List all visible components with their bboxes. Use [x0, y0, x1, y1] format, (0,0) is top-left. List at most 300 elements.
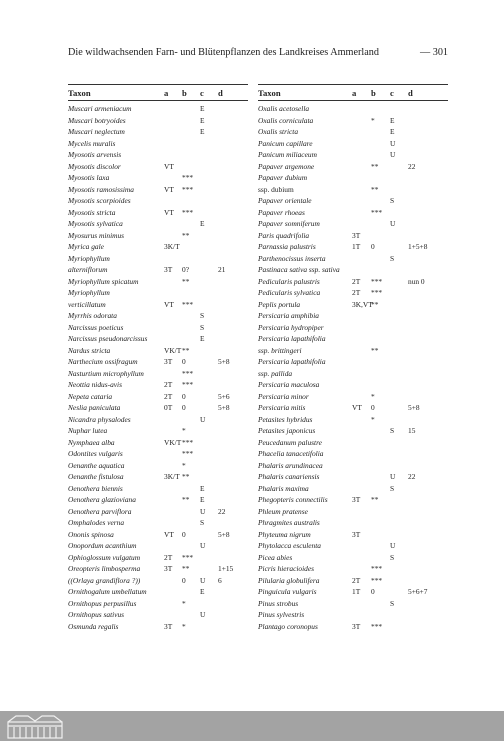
table-row	[68, 115, 248, 127]
cell-b: *	[371, 115, 375, 125]
cell-b: ***	[182, 368, 194, 378]
cell-taxon: alterniflorum	[68, 265, 108, 274]
library-building-logo-icon	[6, 713, 64, 739]
cell-taxon: Phalaris maxima	[258, 483, 309, 493]
header-a: a	[352, 88, 357, 98]
cell-a: VT	[164, 184, 174, 194]
cell-taxon: Phegopteris connectilis	[258, 495, 328, 504]
table-row	[258, 563, 448, 575]
table-row	[258, 322, 448, 334]
cell-c: E	[200, 334, 205, 343]
cell-b: ***	[182, 173, 194, 182]
table-row	[258, 184, 448, 196]
table-row	[258, 471, 448, 483]
cell-taxon: Phalaris arundinacea	[258, 460, 323, 470]
cell-a: 1T	[352, 587, 361, 596]
header-d: d	[408, 88, 413, 98]
cell-b: 0	[182, 391, 186, 401]
cell-c: U	[200, 506, 206, 516]
table-row	[68, 138, 248, 150]
table-row	[258, 552, 448, 564]
table-row	[68, 345, 248, 357]
cell-d: 5+6	[218, 391, 230, 401]
table-row	[68, 126, 248, 138]
cell-taxon: Mycelis muralis	[68, 138, 116, 148]
cell-c: E	[200, 483, 205, 493]
cell-a: 2T	[352, 575, 361, 585]
cell-taxon: Pedicularis palustris	[258, 276, 320, 286]
table-header	[258, 84, 448, 101]
cell-taxon: Nymphaea alba	[68, 437, 115, 447]
cell-taxon: Myosotis stricta	[68, 207, 116, 217]
cell-a: 3T	[164, 265, 173, 274]
table-row	[258, 356, 448, 368]
cell-taxon: Myriophyllum	[68, 288, 110, 297]
cell-taxon: ssp. pallida	[258, 368, 293, 378]
cell-d: 5+8	[218, 357, 230, 366]
table-row	[68, 161, 248, 173]
cell-a: VT	[164, 299, 174, 309]
cell-b: ***	[182, 207, 194, 217]
cell-taxon: Pinus sylvestris	[258, 610, 305, 619]
cell-taxon: Ornithogalum umbellatum	[68, 587, 147, 596]
cell-taxon: Neottia nidus-avis	[68, 380, 122, 389]
cell-taxon: Nepeta cataria	[68, 391, 113, 401]
table-row	[258, 621, 448, 633]
cell-taxon: Myosotis ramosissima	[68, 184, 134, 194]
cell-taxon: Panicum miliaceum	[258, 150, 317, 159]
cell-b: **	[182, 230, 190, 240]
table-row	[68, 391, 248, 403]
cell-taxon: Myrrhis odorata	[68, 311, 117, 320]
table-row	[68, 379, 248, 391]
table-row	[258, 149, 448, 161]
cell-a: 0T	[164, 403, 173, 412]
table-row	[258, 310, 448, 322]
cell-b: ***	[371, 564, 383, 573]
table-row	[258, 126, 448, 138]
cell-b: 0	[371, 587, 375, 596]
cell-taxon: Nardus stricta	[68, 345, 111, 355]
cell-taxon: Persicaria lapathifolia	[258, 357, 326, 366]
cell-taxon: Omphalodes verna	[68, 518, 125, 527]
cell-taxon: Oxalis stricta	[258, 127, 299, 136]
cell-c: U	[200, 414, 206, 424]
cell-taxon: Pastinaca sativa ssp. sativa	[258, 265, 340, 274]
table-row	[258, 368, 448, 380]
cell-taxon: Myosotis arvensis	[68, 150, 122, 159]
cell-a: 2T	[164, 391, 173, 401]
cell-c: S	[390, 253, 395, 263]
table-left	[68, 84, 248, 632]
table-row	[68, 287, 248, 299]
cell-b: **	[182, 276, 190, 286]
table-row	[68, 425, 248, 437]
cell-taxon: Oenothera parviflora	[68, 506, 132, 516]
cell-c: U	[200, 541, 206, 550]
cell-c: U	[390, 541, 396, 550]
table-row	[68, 471, 248, 483]
cell-taxon: Oreopteris limbosperma	[68, 564, 141, 573]
cell-taxon: Muscari botryoides	[68, 115, 126, 125]
cell-c: E	[200, 587, 205, 596]
cell-b: 0	[371, 403, 375, 412]
cell-taxon: Papaver argemone	[258, 161, 315, 171]
cell-b: ***	[371, 621, 383, 631]
cell-taxon: Phleum pratense	[258, 506, 308, 516]
table-row	[258, 448, 448, 460]
cell-b: ***	[182, 299, 194, 309]
table-row	[258, 103, 448, 115]
cell-b: **	[182, 345, 190, 355]
cell-taxon: Odontites vulgaris	[68, 449, 123, 458]
cell-d: 22	[408, 161, 416, 171]
table-row	[258, 264, 448, 276]
table-row	[258, 172, 448, 184]
cell-d: 5+6+7	[408, 587, 428, 596]
cell-taxon: Myosotis sylvatica	[68, 219, 123, 228]
header-d: d	[218, 88, 223, 98]
cell-c: E	[200, 104, 205, 113]
cell-a: 3T	[164, 357, 173, 366]
table-row	[258, 402, 448, 414]
cell-c: E	[200, 495, 205, 504]
cell-d: 1+15	[218, 564, 234, 573]
table-row	[68, 414, 248, 426]
cell-b: *	[371, 414, 375, 424]
cell-taxon: Myriophyllum	[68, 253, 110, 263]
cell-c: S	[390, 552, 395, 562]
cell-b: **	[371, 184, 379, 194]
table-row	[68, 437, 248, 449]
cell-taxon: Papaver rhoeas	[258, 207, 305, 217]
cell-b: ***	[182, 380, 194, 389]
cell-c: S	[200, 322, 205, 332]
table-row	[68, 310, 248, 322]
cell-a: 3K/T	[164, 472, 180, 481]
table-row	[68, 540, 248, 552]
table-row	[68, 506, 248, 518]
cell-a: 2T	[164, 380, 173, 389]
header-taxon: Taxon	[258, 88, 281, 98]
cell-d: 21	[218, 265, 226, 274]
table-body	[68, 103, 248, 632]
cell-taxon: Pinus strobus	[258, 598, 299, 608]
table-row	[68, 609, 248, 621]
table-row	[68, 552, 248, 564]
cell-a: 2T	[352, 288, 361, 297]
cell-taxon: Myrica gale	[68, 242, 104, 251]
cell-b: ***	[182, 449, 194, 458]
table-row	[68, 517, 248, 529]
cell-a: VT	[164, 529, 174, 539]
cell-a: VT	[352, 403, 362, 412]
cell-taxon: Picris hieracioides	[258, 564, 315, 573]
table-row	[68, 494, 248, 506]
cell-c: S	[390, 426, 395, 435]
cell-taxon: Papaver somniferum	[258, 219, 320, 228]
table-row	[68, 586, 248, 598]
cell-b: ***	[182, 437, 194, 447]
table-row	[68, 460, 248, 472]
table-row	[68, 563, 248, 575]
cell-taxon: Picea abies	[258, 552, 293, 562]
cell-taxon: Oxalis corniculata	[258, 115, 314, 125]
cell-taxon: Paris quadrifolia	[258, 230, 310, 240]
table-row	[68, 149, 248, 161]
cell-b: **	[182, 564, 190, 573]
cell-b: *	[182, 426, 186, 435]
table-row	[258, 115, 448, 127]
cell-taxon: Nicandra physalodes	[68, 414, 131, 424]
cell-a: 2T	[352, 276, 361, 286]
cell-taxon: Narcissus poeticus	[68, 322, 124, 332]
cell-taxon: Muscari armeniacum	[68, 104, 132, 113]
cell-b: ***	[182, 552, 194, 562]
table-row	[258, 460, 448, 472]
header-a: a	[164, 88, 169, 98]
table-row	[68, 299, 248, 311]
cell-taxon: Persicaria mitis	[258, 403, 306, 412]
cell-taxon: ((Orlaya grandiflora ?))	[68, 575, 141, 585]
page-number: — 301	[419, 47, 448, 58]
cell-b: **	[371, 299, 379, 309]
cell-a: VK/T	[164, 437, 182, 447]
header-c: c	[390, 88, 394, 98]
cell-taxon: Ononis spinosa	[68, 529, 114, 539]
cell-b: ***	[371, 276, 383, 286]
cell-taxon: Myosurus minimus	[68, 230, 125, 240]
cell-a: VT	[164, 207, 174, 217]
table-right	[258, 84, 448, 632]
table-row	[68, 207, 248, 219]
cell-b: ***	[371, 575, 383, 585]
table-row	[258, 540, 448, 552]
table-row	[258, 494, 448, 506]
cell-a: 2T	[164, 552, 173, 562]
cell-c: U	[390, 150, 396, 159]
cell-taxon: Narthecium ossifragum	[68, 357, 138, 366]
cell-b: **	[182, 472, 190, 481]
cell-taxon: Papaver dubium	[258, 173, 308, 182]
cell-taxon: Oenanthe fistulosa	[68, 472, 124, 481]
cell-b: 0	[182, 403, 186, 412]
table-row	[258, 414, 448, 426]
cell-a: 3T	[352, 621, 361, 631]
cell-taxon: Persicaria amphibia	[258, 311, 319, 320]
cell-taxon: Onopordum acanthium	[68, 541, 137, 550]
cell-c: S	[200, 311, 205, 320]
cell-b: 0	[182, 529, 186, 539]
cell-taxon: Pilularia globulifera	[258, 575, 320, 585]
cell-taxon: Petasites japonicus	[258, 426, 316, 435]
table-row	[258, 161, 448, 173]
footer-bar	[0, 711, 504, 741]
cell-taxon: Nuphar lutea	[68, 426, 108, 435]
table-row	[258, 609, 448, 621]
table-body	[258, 103, 448, 632]
table-row	[68, 621, 248, 633]
cell-d: nun 0	[408, 276, 425, 286]
table-header	[68, 84, 248, 101]
cell-b: ***	[182, 184, 194, 194]
cell-d: 22	[218, 506, 226, 516]
cell-taxon: Oenothera biennis	[68, 483, 123, 493]
cell-taxon: Plantago coronopus	[258, 621, 318, 631]
table-row	[258, 483, 448, 495]
cell-a: 3T	[164, 564, 173, 573]
cell-d: 6	[218, 575, 222, 585]
cell-b: *	[371, 391, 375, 401]
cell-b: **	[371, 495, 379, 504]
cell-d: 22	[408, 472, 416, 481]
table-row	[258, 138, 448, 150]
cell-d: 1+5+8	[408, 242, 428, 251]
table-row	[68, 253, 248, 265]
cell-c: U	[200, 575, 206, 585]
header-b: b	[182, 88, 187, 98]
table-row	[68, 483, 248, 495]
table-row	[258, 345, 448, 357]
table-row	[68, 195, 248, 207]
table-row	[258, 195, 448, 207]
cell-taxon: Myosotis scorpioides	[68, 196, 131, 205]
table-row	[258, 437, 448, 449]
cell-c: S	[390, 483, 395, 493]
cell-a: 3T	[352, 495, 361, 504]
table-row	[258, 517, 448, 529]
cell-taxon: Panicum capillare	[258, 138, 313, 148]
cell-taxon: Oenanthe aquatica	[68, 460, 125, 470]
cell-a: 3T	[352, 230, 361, 240]
table-row	[258, 253, 448, 265]
table-row	[258, 598, 448, 610]
table-row	[258, 506, 448, 518]
cell-c: U	[390, 472, 396, 481]
cell-a: 3T	[164, 621, 173, 631]
cell-c: U	[390, 138, 396, 148]
header-taxon: Taxon	[68, 88, 91, 98]
table-row	[258, 425, 448, 437]
cell-d: 15	[408, 426, 416, 435]
cell-taxon: Persicaria lapathifolia	[258, 334, 326, 343]
cell-c: S	[390, 598, 395, 608]
cell-taxon: Papaver orientale	[258, 196, 312, 205]
cell-taxon: Muscari neglectum	[68, 127, 125, 136]
cell-b: **	[371, 161, 379, 171]
table-row	[68, 356, 248, 368]
table-row	[68, 218, 248, 230]
table-row	[258, 230, 448, 242]
cell-b: 0	[182, 357, 186, 366]
table-row	[68, 230, 248, 242]
cell-b: *	[182, 460, 186, 470]
table-row	[68, 322, 248, 334]
cell-a: 3K/T	[164, 242, 180, 251]
cell-taxon: Pinguicula vulgaris	[258, 587, 317, 596]
table-row	[258, 276, 448, 288]
cell-taxon: Narcissus pseudonarcissus	[68, 334, 148, 343]
table-row	[258, 299, 448, 311]
cell-taxon: Pedicularis sylvatica	[258, 288, 321, 297]
cell-taxon: Peplis portula	[258, 299, 301, 309]
table-row	[68, 448, 248, 460]
cell-taxon: Phalaris canariensis	[258, 472, 320, 481]
cell-taxon: Nasturtium microphyllum	[68, 368, 144, 378]
cell-taxon: Neslia paniculata	[68, 403, 121, 412]
table-row	[68, 172, 248, 184]
cell-taxon: ssp. dubium	[258, 184, 294, 194]
cell-a: 3T	[352, 529, 361, 539]
table-row	[68, 368, 248, 380]
table-row	[258, 586, 448, 598]
table-row	[68, 241, 248, 253]
cell-b: ***	[371, 207, 383, 217]
table-row	[258, 391, 448, 403]
cell-taxon: Myriophyllum spicatum	[68, 276, 139, 286]
cell-c: U	[390, 219, 396, 228]
cell-b: 0	[182, 575, 186, 585]
cell-taxon: Myosotis discolor	[68, 161, 121, 171]
cell-taxon: Phytolacca esculenta	[258, 541, 322, 550]
cell-b: **	[371, 345, 379, 355]
table-row	[258, 379, 448, 391]
table-row	[68, 598, 248, 610]
table-row	[68, 103, 248, 115]
cell-taxon: Phacelia tanacetifolia	[258, 449, 324, 458]
table-row	[258, 575, 448, 587]
cell-d: 5+8	[218, 403, 230, 412]
cell-taxon: Petasites hybridus	[258, 414, 313, 424]
cell-a: 3K,VT	[352, 299, 373, 309]
table-row	[258, 287, 448, 299]
cell-c: E	[200, 127, 205, 136]
table-row	[258, 333, 448, 345]
cell-taxon: Ophioglossum vulgatum	[68, 552, 141, 562]
table-row	[68, 184, 248, 196]
cell-taxon: verticillatum	[68, 299, 106, 309]
cell-taxon: Persicaria minor	[258, 391, 309, 401]
cell-c: E	[390, 127, 395, 136]
cell-b: 0?	[182, 265, 189, 274]
cell-taxon: Parnassia palustris	[258, 242, 316, 251]
cell-c: U	[200, 610, 206, 619]
cell-d: 5+8	[218, 529, 230, 539]
cell-a: VK/T	[164, 345, 182, 355]
cell-d: 5+8	[408, 403, 420, 412]
table-row	[258, 207, 448, 219]
cell-b: 0	[371, 242, 375, 251]
table-row	[258, 529, 448, 541]
cell-taxon: Phragmites australis	[258, 518, 320, 527]
cell-taxon: Peucedanum palustre	[258, 437, 322, 447]
cell-taxon: Ornithopus sativus	[68, 610, 125, 619]
cell-b: *	[182, 598, 186, 608]
cell-c: E	[390, 115, 395, 125]
cell-b: **	[182, 495, 190, 504]
cell-taxon: Myosotis laxa	[68, 173, 110, 182]
cell-taxon: Persicaria hydropiper	[258, 322, 324, 332]
cell-b: *	[182, 621, 186, 631]
cell-taxon: Parthenocissus inserta	[258, 253, 326, 263]
table-row	[68, 529, 248, 541]
header-b: b	[371, 88, 376, 98]
cell-c: E	[200, 115, 205, 125]
header-c: c	[200, 88, 204, 98]
table-row	[68, 402, 248, 414]
cell-b: ***	[371, 288, 383, 297]
cell-a: VT	[164, 161, 174, 171]
